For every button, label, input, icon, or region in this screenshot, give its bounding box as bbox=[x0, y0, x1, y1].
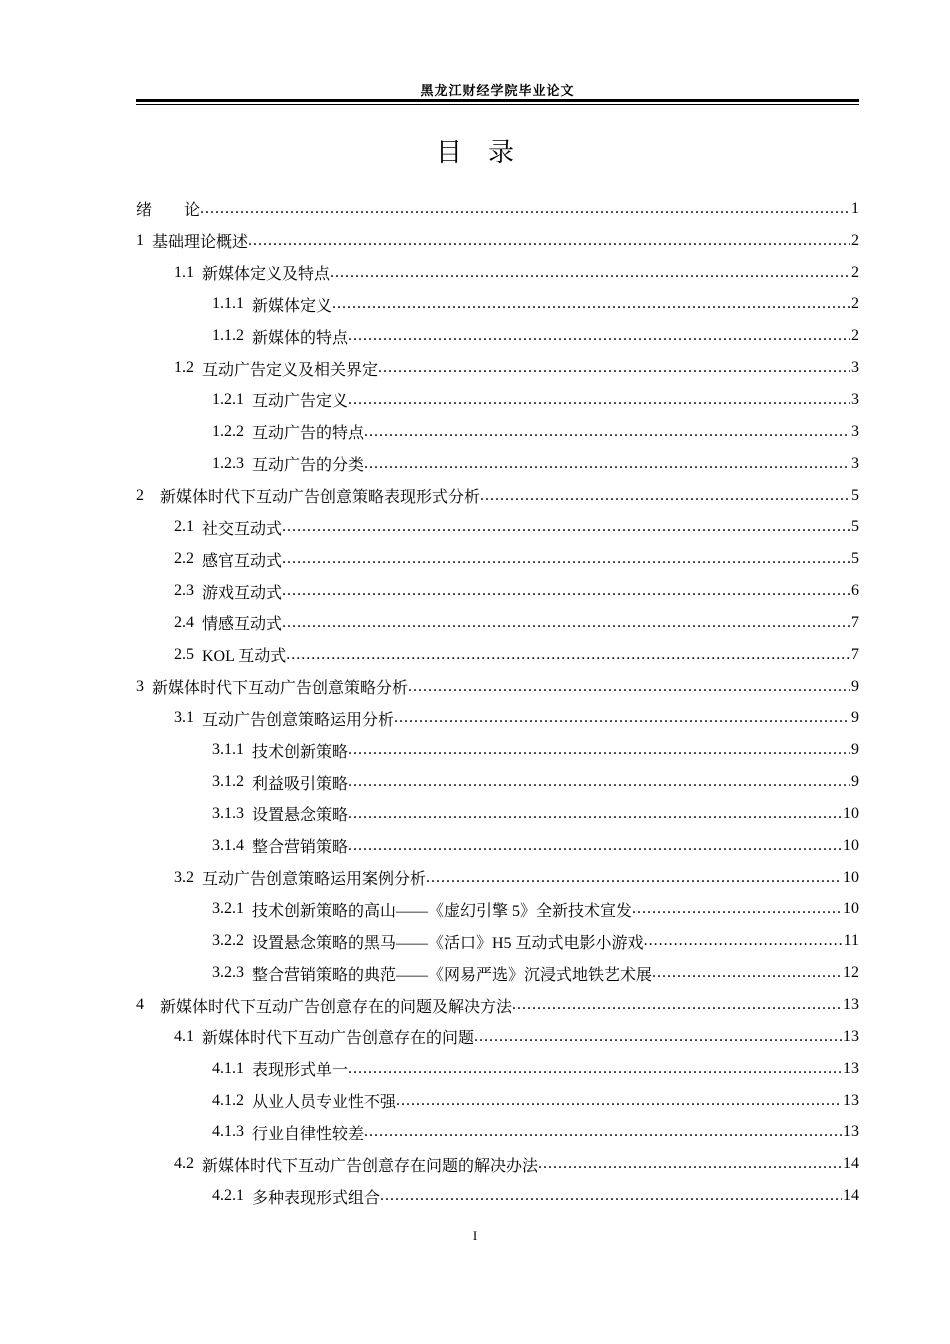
toc-entry-number: 3.2.3 bbox=[212, 964, 244, 982]
toc-entry-title: 基础理论概述 bbox=[152, 234, 249, 252]
toc-entry-number: 3 bbox=[136, 677, 144, 695]
toc-entry-page: 9 bbox=[851, 741, 859, 759]
toc-entry[interactable] bbox=[136, 575, 859, 607]
toc-entry-number: 4.1 bbox=[174, 1027, 194, 1045]
toc-entry-page: 9 bbox=[851, 677, 859, 695]
toc-entry-number: 3.2 bbox=[174, 868, 194, 886]
toc-entry-title: 新媒体时代下互动广告创意存在的问题及解决方法 bbox=[160, 998, 513, 1016]
toc-leader-dots bbox=[394, 709, 850, 727]
toc-entry-title: 新媒体时代下互动广告创意策略分析 bbox=[152, 680, 409, 698]
toc-entry-number: 3.2.1 bbox=[212, 900, 244, 918]
toc-entry-title: 多种表现形式组合 bbox=[252, 1189, 381, 1207]
toc-entry-title: 互动广告创意策略运用案例分析 bbox=[202, 871, 427, 889]
toc-entry-page: 9 bbox=[851, 773, 859, 791]
toc-entry-title: 互动广告创意策略运用分析 bbox=[202, 711, 395, 729]
toc-entry[interactable] bbox=[136, 925, 859, 957]
toc-entry-page: 3 bbox=[851, 359, 859, 377]
toc-entry-number: 1.2.3 bbox=[212, 454, 244, 472]
toc-entry-number: 2.5 bbox=[174, 645, 194, 663]
toc-entry-title: 表现形式单一 bbox=[252, 1062, 349, 1080]
toc-entry-page: 5 bbox=[851, 486, 859, 504]
toc-entry-page: 10 bbox=[843, 868, 859, 886]
page-number-footer: I bbox=[472, 1228, 478, 1243]
toc-entry-title: 技术创新策略 bbox=[252, 743, 349, 761]
running-header: 黑龙江财经学院毕业论文 bbox=[420, 84, 575, 99]
toc-entry-page: 13 bbox=[843, 1027, 859, 1045]
toc-entry[interactable] bbox=[136, 671, 859, 703]
toc-entry-number: 1.2 bbox=[174, 359, 194, 377]
toc-leader-dots bbox=[480, 487, 850, 505]
toc-leader-dots bbox=[282, 550, 850, 568]
toc-entry-page: 3 bbox=[851, 390, 859, 408]
toc-entry-title: 感官互动式 bbox=[202, 552, 283, 570]
toc-entry[interactable] bbox=[136, 1085, 859, 1117]
toc-leader-dots bbox=[348, 1060, 842, 1078]
toc-entry[interactable] bbox=[136, 639, 859, 671]
toc-entry-number: 1 bbox=[136, 231, 144, 249]
toc-leader-dots bbox=[348, 805, 842, 823]
toc-leader-dots bbox=[364, 423, 850, 441]
toc-entry[interactable] bbox=[136, 543, 859, 575]
toc-entry-page: 13 bbox=[843, 1123, 859, 1141]
toc-entry-title: 互动广告的特点 bbox=[252, 425, 365, 443]
toc-entry[interactable] bbox=[136, 607, 859, 639]
toc-entry-page: 14 bbox=[843, 1155, 859, 1173]
toc-leader-dots bbox=[348, 773, 850, 791]
toc-entry[interactable] bbox=[136, 448, 859, 480]
toc-entry[interactable] bbox=[136, 480, 859, 512]
toc-entry[interactable] bbox=[136, 1053, 859, 1085]
toc-entry[interactable] bbox=[136, 1116, 859, 1148]
toc-entry-number: 2.3 bbox=[174, 582, 194, 600]
toc-entry-page: 9 bbox=[851, 709, 859, 727]
toc-leader-dots bbox=[512, 996, 842, 1014]
toc-entry-title: 互动广告定义 bbox=[252, 393, 349, 411]
toc-leader-dots bbox=[364, 455, 850, 473]
toc-leader-dots bbox=[380, 1187, 842, 1205]
toc-entry-title: 新媒体定义 bbox=[252, 297, 333, 315]
toc-entry[interactable] bbox=[136, 352, 859, 384]
toc-entry-number: 3.1.4 bbox=[212, 836, 244, 854]
toc-leader-dots bbox=[348, 837, 842, 855]
toc-entry-page: 7 bbox=[851, 613, 859, 631]
toc-entry-page: 1 bbox=[851, 199, 859, 217]
toc-entry[interactable] bbox=[136, 1180, 859, 1212]
toc-entry-page: 3 bbox=[851, 454, 859, 472]
toc-entry-number: 1.1.1 bbox=[212, 295, 244, 313]
toc-entry-page: 5 bbox=[851, 518, 859, 536]
toc-entry-title: 整合营销策略的典范——《网易严选》沉浸式地铁艺术展 bbox=[252, 966, 653, 984]
toc-leader-dots bbox=[408, 678, 850, 696]
toc-leader-dots bbox=[330, 264, 850, 282]
toc-entry-page: 10 bbox=[843, 804, 859, 822]
toc-leader-dots bbox=[248, 232, 850, 250]
toc-entry-number: 4.2 bbox=[174, 1155, 194, 1173]
toc-entry[interactable] bbox=[136, 989, 859, 1021]
table-of-contents bbox=[136, 193, 859, 1212]
toc-entry-number: 3.1 bbox=[174, 709, 194, 727]
header-rule-thick bbox=[136, 99, 859, 102]
toc-entry[interactable] bbox=[136, 862, 859, 894]
toc-entry-page: 2 bbox=[851, 231, 859, 249]
toc-entry[interactable] bbox=[136, 257, 859, 289]
toc-entry-number: 4.1.1 bbox=[212, 1059, 244, 1077]
toc-entry-page: 5 bbox=[851, 550, 859, 568]
toc-leader-dots bbox=[474, 1028, 842, 1046]
toc-entry-title: 新媒体时代下互动广告创意策略表现形式分析 bbox=[160, 489, 481, 507]
toc-entry[interactable] bbox=[136, 225, 859, 257]
toc-entry-number: 4.1.3 bbox=[212, 1123, 244, 1141]
toc-leader-dots bbox=[644, 932, 843, 950]
toc-entry-title: 游戏互动式 bbox=[202, 584, 283, 602]
toc-entry[interactable] bbox=[136, 766, 859, 798]
toc-entry-page: 3 bbox=[851, 422, 859, 440]
toc-entry-page: 13 bbox=[843, 1091, 859, 1109]
page-title: 目 录 bbox=[435, 138, 514, 168]
toc-leader-dots bbox=[200, 200, 850, 218]
toc-leader-dots bbox=[378, 359, 850, 377]
toc-entry-title: 绪 论 bbox=[136, 202, 201, 220]
toc-entry-number: 2.4 bbox=[174, 613, 194, 631]
toc-entry[interactable] bbox=[136, 193, 859, 225]
toc-entry-title: 从业人员专业性不强 bbox=[252, 1094, 397, 1112]
toc-entry-title: KOL 互动式 bbox=[202, 648, 287, 666]
toc-entry-title: 设置悬念策略的黑马——《活口》H5 互动式电影小游戏 bbox=[252, 934, 644, 952]
toc-entry[interactable] bbox=[136, 416, 859, 448]
toc-entry[interactable] bbox=[136, 894, 859, 926]
toc-leader-dots bbox=[426, 869, 842, 887]
toc-entry-number: 2 bbox=[136, 486, 144, 504]
toc-entry-title: 新媒体的特点 bbox=[252, 329, 349, 347]
toc-entry[interactable] bbox=[136, 703, 859, 735]
toc-entry-number: 3.2.2 bbox=[212, 932, 244, 950]
toc-entry-title: 行业自律性较差 bbox=[252, 1125, 365, 1143]
toc-entry-title: 互动广告的分类 bbox=[252, 457, 365, 475]
toc-entry[interactable] bbox=[136, 511, 859, 543]
toc-entry[interactable] bbox=[136, 798, 859, 830]
toc-entry[interactable] bbox=[136, 289, 859, 321]
toc-leader-dots bbox=[282, 614, 850, 632]
toc-entry-page: 10 bbox=[843, 900, 859, 918]
toc-entry-number: 2.2 bbox=[174, 550, 194, 568]
toc-entry-number: 4 bbox=[136, 996, 144, 1014]
toc-entry-page: 2 bbox=[851, 327, 859, 345]
toc-entry[interactable] bbox=[136, 957, 859, 989]
toc-entry-title: 利益吸引策略 bbox=[252, 775, 349, 793]
toc-entry-page: 6 bbox=[851, 582, 859, 600]
toc-leader-dots bbox=[332, 295, 850, 313]
toc-entry-number: 3.1.1 bbox=[212, 741, 244, 759]
toc-entry-number: 4.2.1 bbox=[212, 1187, 244, 1205]
toc-entry-page: 7 bbox=[851, 645, 859, 663]
toc-entry-title: 整合营销策略 bbox=[252, 839, 349, 857]
toc-entry-title: 情感互动式 bbox=[202, 616, 283, 634]
toc-entry-title: 社交互动式 bbox=[202, 520, 283, 538]
toc-entry[interactable] bbox=[136, 734, 859, 766]
toc-entry-number: 1.1.2 bbox=[212, 327, 244, 345]
toc-entry-page: 11 bbox=[843, 932, 859, 950]
toc-entry-number: 1.2.1 bbox=[212, 390, 244, 408]
toc-entry-title: 技术创新策略的高山——《虚幻引擎 5》全新技术宣发 bbox=[252, 902, 633, 920]
toc-leader-dots bbox=[286, 646, 850, 664]
toc-entry[interactable] bbox=[136, 1148, 859, 1180]
toc-entry[interactable] bbox=[136, 320, 859, 352]
toc-leader-dots bbox=[282, 582, 850, 600]
toc-entry-page: 13 bbox=[843, 996, 859, 1014]
toc-entry-page: 10 bbox=[843, 836, 859, 854]
toc-entry-number: 1.1 bbox=[174, 263, 194, 281]
toc-entry-title: 互动广告定义及相关界定 bbox=[202, 361, 379, 379]
toc-entry-number: 4.1.2 bbox=[212, 1091, 244, 1109]
toc-entry[interactable] bbox=[136, 830, 859, 862]
toc-leader-dots bbox=[348, 741, 850, 759]
toc-entry-number: 1.2.2 bbox=[212, 422, 244, 440]
toc-leader-dots bbox=[538, 1155, 842, 1173]
toc-leader-dots bbox=[364, 1123, 842, 1141]
header-rule-thin bbox=[136, 104, 859, 105]
toc-entry-title: 新媒体时代下互动广告创意存在的问题 bbox=[202, 1030, 475, 1048]
toc-entry-page: 14 bbox=[843, 1187, 859, 1205]
toc-entry-number: 3.1.2 bbox=[212, 773, 244, 791]
toc-leader-dots bbox=[282, 518, 850, 536]
toc-entry[interactable] bbox=[136, 1021, 859, 1053]
toc-leader-dots bbox=[652, 964, 842, 982]
toc-entry-title: 新媒体定义及特点 bbox=[202, 266, 331, 284]
toc-entry-title: 新媒体时代下互动广告创意存在问题的解决办法 bbox=[202, 1157, 539, 1175]
toc-entry-page: 2 bbox=[851, 263, 859, 281]
toc-entry-page: 12 bbox=[843, 964, 859, 982]
toc-entry-title: 设置悬念策略 bbox=[252, 807, 349, 825]
toc-entry-page: 13 bbox=[843, 1059, 859, 1077]
toc-leader-dots bbox=[348, 391, 850, 409]
toc-leader-dots bbox=[396, 1092, 842, 1110]
toc-leader-dots bbox=[348, 327, 850, 345]
toc-entry-number: 2.1 bbox=[174, 518, 194, 536]
toc-entry[interactable] bbox=[136, 384, 859, 416]
toc-leader-dots bbox=[632, 900, 842, 918]
toc-entry-page: 2 bbox=[851, 295, 859, 313]
toc-entry-number: 3.1.3 bbox=[212, 804, 244, 822]
